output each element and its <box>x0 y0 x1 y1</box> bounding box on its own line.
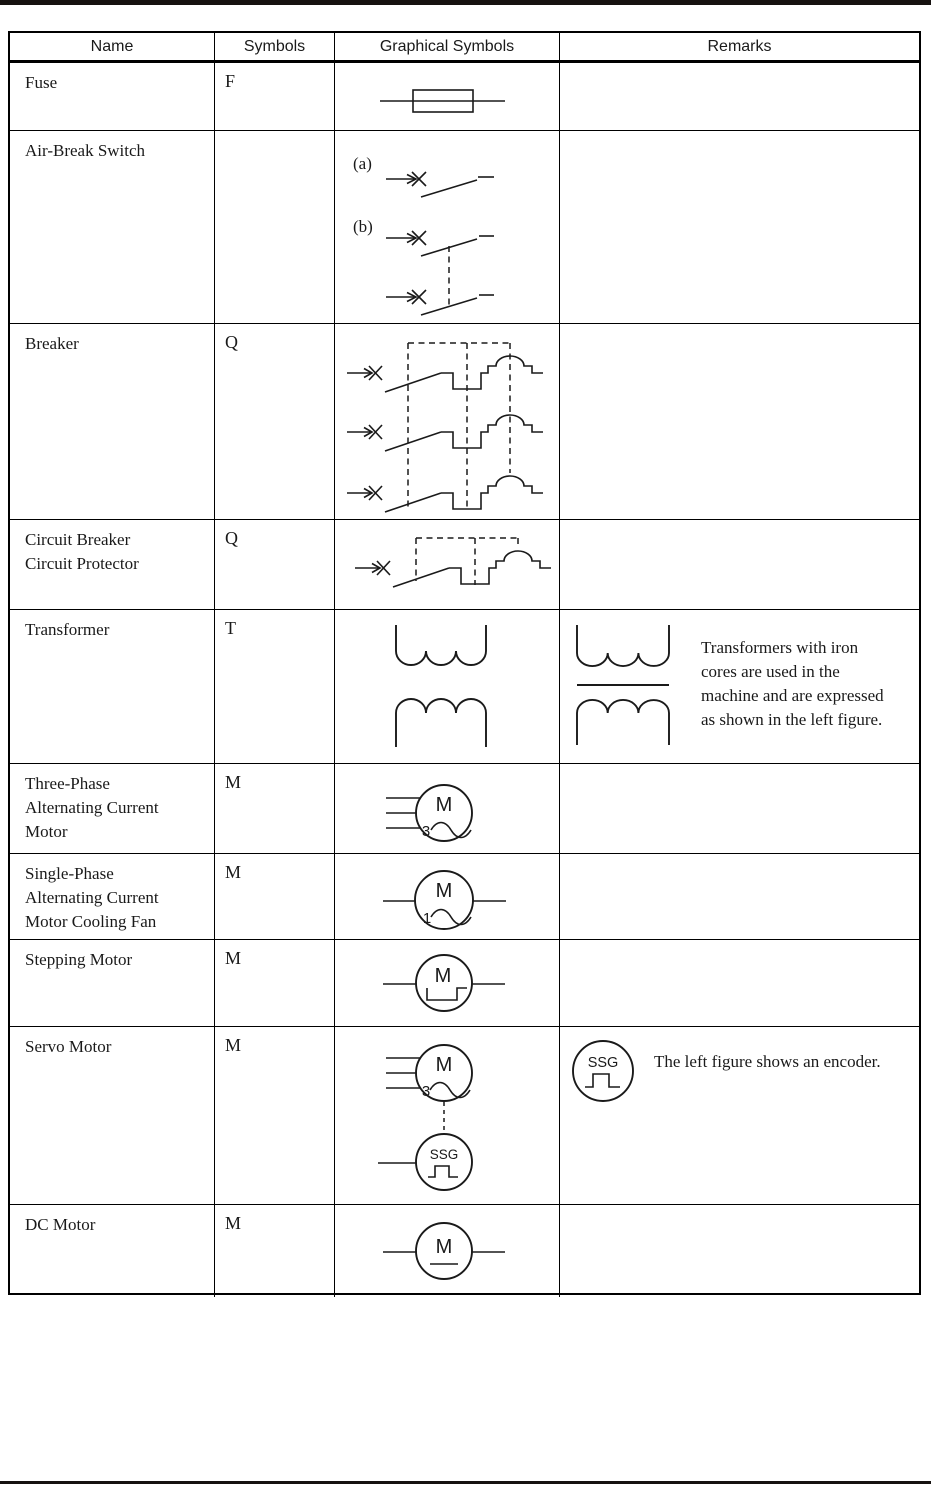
table-row-breaker <box>10 324 919 520</box>
svg-text:M: M <box>435 794 453 816</box>
row-symbol-letter: M <box>215 1027 335 1205</box>
row-symbol-letter: Q <box>215 520 335 610</box>
table-row-circuit-breaker <box>10 520 919 610</box>
svg-text:M: M <box>435 1236 453 1258</box>
row-name: Air-Break Switch <box>25 141 146 160</box>
svg-text:(b): (b) <box>353 217 373 236</box>
row-symbol-letter: M <box>215 1205 335 1297</box>
row-name-line2: Alternating Current <box>25 888 159 907</box>
svg-text:SSG: SSG <box>587 1055 619 1071</box>
servo-remarks-text: The left figure shows an encoder. <box>654 1052 881 1071</box>
row-name: Stepping Motor <box>25 950 133 969</box>
row-name-line2: Alternating Current <box>25 798 159 817</box>
row-symbol-letter: M <box>215 854 335 940</box>
table-row-dc-motor <box>10 1205 919 1297</box>
table-row-three-phase-motor <box>10 764 919 854</box>
table-header-row <box>10 33 919 63</box>
row-symbol-letter: T <box>215 610 335 764</box>
row-name: Breaker <box>25 334 79 353</box>
row-name-line1: Three-Phase <box>25 774 110 793</box>
table-row-air-break-switch <box>10 131 919 324</box>
page-bottom-rule <box>0 1481 931 1484</box>
row-name: Transformer <box>25 620 110 639</box>
header-remarks: Remarks <box>560 33 919 63</box>
svg-text:M: M <box>435 880 453 902</box>
page-top-rule <box>0 0 931 5</box>
table-row-single-phase-motor <box>10 854 919 940</box>
row-symbol-letter: F <box>215 63 335 131</box>
header-symbols: Symbols <box>215 33 335 63</box>
table-row-fuse <box>10 63 919 131</box>
svg-text:(a): (a) <box>353 154 372 173</box>
row-name-line2: Circuit Protector <box>25 554 139 573</box>
row-name-line3: Motor <box>25 822 68 841</box>
row-name-line1: Circuit Breaker <box>25 530 131 549</box>
row-name: Servo Motor <box>25 1037 112 1056</box>
row-symbol-letter <box>215 131 335 324</box>
svg-text:SSG: SSG <box>429 1147 459 1162</box>
row-name-line1: Single-Phase <box>25 864 114 883</box>
row-name: DC Motor <box>25 1215 96 1234</box>
svg-text:M: M <box>435 1054 453 1076</box>
header-name: Name <box>10 33 215 63</box>
svg-text:M: M <box>434 965 452 987</box>
row-name: Fuse <box>25 73 58 92</box>
row-name-line3: Motor Cooling Fan <box>25 912 157 931</box>
row-symbol-letter: Q <box>215 324 335 520</box>
table-row-stepping-motor <box>10 940 919 1027</box>
transformer-remarks-text: Transformers with iron cores are used in the machine and are expressed as shown in the left figure. <box>701 638 884 729</box>
row-symbol-letter: M <box>215 764 335 854</box>
svg-text:1: 1 <box>422 910 432 927</box>
header-graphical-symbols: Graphical Symbols <box>335 33 560 63</box>
svg-text:3: 3 <box>421 823 431 840</box>
svg-text:3: 3 <box>421 1083 431 1100</box>
row-symbol-letter: M <box>215 940 335 1027</box>
